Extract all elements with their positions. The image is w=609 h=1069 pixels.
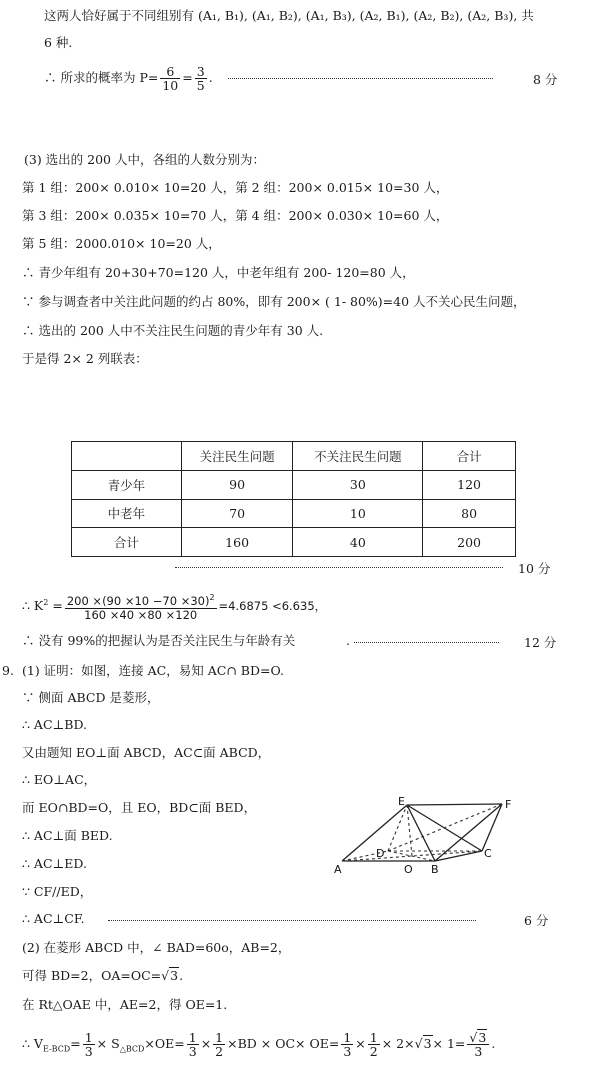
geometry-figure xyxy=(330,795,530,875)
k2-num-text: 200 ×(90 ×10 −70 ×30) xyxy=(66,594,210,609)
fraction-den: 3 xyxy=(343,1044,352,1059)
fraction xyxy=(187,1031,199,1058)
text-line: ∵ 侧面 ABCD 是菱形， xyxy=(22,690,160,705)
label-A: A xyxy=(334,863,342,875)
text-line: 6 种. xyxy=(44,35,73,50)
question-number: 9. xyxy=(2,663,14,678)
dot-leader xyxy=(354,642,499,643)
table-header-cell xyxy=(72,442,182,471)
edge-DE xyxy=(388,805,407,851)
k2-prefix: ∴ K xyxy=(22,598,44,614)
fraction-num: 1 xyxy=(84,1030,93,1045)
text-line: ∴ EO⊥AC， xyxy=(22,772,97,787)
k2-result: =4.6875 <6.635， xyxy=(218,599,327,614)
fraction-num: 1 xyxy=(215,1030,224,1045)
score-label: 12 分 xyxy=(524,635,557,650)
fraction-den: 5 xyxy=(196,78,205,93)
text-line: ∴ AC⊥ED. xyxy=(22,856,87,871)
text-span: × 2× xyxy=(381,1036,415,1051)
table-cell: 120 xyxy=(423,470,516,499)
text-line: ∴ AC⊥面 BED. xyxy=(22,828,113,843)
table-row xyxy=(72,528,516,557)
text-line: ∴ AC⊥CF. xyxy=(22,911,85,926)
label-F: F xyxy=(505,798,512,811)
table-row xyxy=(72,499,516,528)
fraction-den: 2 xyxy=(215,1044,224,1059)
fraction xyxy=(160,65,180,92)
text-span: ∴ V xyxy=(22,1036,43,1051)
fraction-den: 3 xyxy=(188,1044,197,1059)
text-line: ∴ 选出的 200 人中不关注民生问题的青少年有 30 人. xyxy=(22,323,324,338)
k2-sup: 2 xyxy=(43,598,49,607)
text-span: . xyxy=(491,1036,496,1051)
table-cell: 合计 xyxy=(72,528,182,557)
sqrt-value: 3 xyxy=(423,1036,432,1051)
text-line: 第 3 组：200× 0.035× 10=70 人，第 4 组：200× 0.030× 10=60 人， xyxy=(22,208,449,223)
table-row xyxy=(72,470,516,499)
text-line: 可得 BD=2，OA=OC=√3. xyxy=(22,968,184,983)
text-line: 第 5 组：2000.010× 10=20 人， xyxy=(22,236,221,251)
score-label: 8 分 xyxy=(533,72,558,87)
equals: = xyxy=(52,598,63,614)
text-span: . xyxy=(179,968,184,983)
subscript: E-BCD xyxy=(42,1044,71,1054)
fraction-num: √3 xyxy=(467,1031,489,1045)
text-line: ∴ 没有 99%的把握认为是否关注民生与年龄有关 xyxy=(22,633,296,648)
diagonal-BD xyxy=(388,851,435,861)
label-E: E xyxy=(398,795,405,808)
fraction-num: 3 xyxy=(196,64,205,79)
text-span: ×OE= xyxy=(144,1036,185,1051)
subscript: △BCD xyxy=(119,1044,145,1054)
label-D: D xyxy=(376,847,385,860)
text-line: ∵ 参与调查者中关注此问题的约占 80%，即有 200× ( 1- 80%)=40 人不关心民生问题， xyxy=(22,294,526,309)
text-line: . xyxy=(346,633,350,648)
text-line: 在 Rt△OAE 中，AE=2，得 OE=1. xyxy=(22,997,228,1012)
table-cell: 10 xyxy=(293,499,423,528)
table-header-cell: 合计 xyxy=(423,442,516,471)
fraction-num: 1 xyxy=(369,1030,378,1045)
volume-formula: ∴ $V_{E-BCD}=$ $\frac{1}{3}$ × $S_{\triangle BCD}\times OE=$ $\frac{1}{3}$ × $\frac{1}{2}$ ×BD × OC× OE= $\frac{1}{3}$ × $\frac{1}{2}$ × 2×√3× 1= $\frac{√3}{3}$ . xyxy=(22,1030,496,1059)
score-label: 6 分 xyxy=(524,913,549,928)
sqrt-value: 3 xyxy=(170,968,179,983)
fraction xyxy=(83,1031,95,1058)
text-span: × 1= xyxy=(432,1036,466,1051)
dot-leader xyxy=(228,78,493,79)
fraction-den: 3 xyxy=(84,1044,93,1059)
fraction xyxy=(368,1031,380,1058)
fraction-den: 160 ×40 ×80 ×120 xyxy=(84,608,198,623)
fraction-num: 6 xyxy=(160,65,180,79)
equals: = xyxy=(70,1036,81,1051)
text-line: 而 EO∩BD=O，且 EO，BD⊂面 BED， xyxy=(22,800,257,815)
prob-suffix: . xyxy=(208,70,213,85)
k2-formula xyxy=(22,585,326,624)
fraction-den: 10 xyxy=(162,78,179,93)
table-cell: 40 xyxy=(293,528,423,557)
text-line: ∵ CF//ED， xyxy=(22,884,93,899)
text-span: 可得 BD=2，OA=OC= xyxy=(22,968,162,983)
fraction-num: 1 xyxy=(188,1030,197,1045)
dot-leader xyxy=(175,567,503,568)
text-line: 于是得 2× 2 列联表： xyxy=(22,351,148,366)
edge-EF xyxy=(407,804,502,805)
fraction xyxy=(195,65,207,92)
text-line: (1) 证明：如图，连接 AC，易知 AC∩ BD=O. xyxy=(22,663,284,678)
table-cell: 70 xyxy=(181,499,293,528)
text-line: 这两人恰好属于不同组别有 (A₁, B₁), (A₁, B₂), (A₁, B₃), (A₂, B₁), (A₂, B₂), (A₂, B₃), 共 xyxy=(44,8,534,23)
fraction-den: 2 xyxy=(369,1044,378,1059)
table-cell: 青少年 xyxy=(72,470,182,499)
fraction-num: 1 xyxy=(343,1030,352,1045)
fraction xyxy=(341,1031,353,1058)
table-cell: 80 xyxy=(423,499,516,528)
table-cell: 30 xyxy=(293,470,423,499)
table-header-row xyxy=(72,442,516,471)
score-label: 10 分 xyxy=(518,561,551,576)
text-span: × xyxy=(200,1036,212,1051)
text-span: ×BD × OC× OE= xyxy=(227,1036,340,1051)
text-line: 第 1 组：200× 0.010× 10=20 人，第 2 组：200× 0.015× 10=30 人， xyxy=(22,180,449,195)
table-cell: 160 xyxy=(181,528,293,557)
table-header-cell: 不关注民生问题 xyxy=(293,442,423,471)
probability-line: ∴ 所求的概率为 P= $\frac{6}{10}$ = $\frac{3}{5}$ . xyxy=(44,64,213,93)
text-line: 又由题知 EO⊥面 ABCD，AC⊂面 ABCD， xyxy=(22,745,271,760)
table-header-cell: 关注民生问题 xyxy=(181,442,293,471)
fraction xyxy=(467,1031,489,1058)
text-line: (3) 选出的 200 人中，各组的人数分别为： xyxy=(24,152,265,167)
k2-num-sup: 2 xyxy=(209,593,215,603)
table-cell: 200 xyxy=(423,528,516,557)
label-O: O xyxy=(404,863,413,875)
fraction-den: 3 xyxy=(474,1044,483,1059)
label-B: B xyxy=(431,863,439,875)
table-cell: 90 xyxy=(181,470,293,499)
dot-leader xyxy=(108,920,476,921)
text-line: ∴ 青少年组有 20+30+70=120 人，中老年组有 200- 120=80 人， xyxy=(22,265,415,280)
sqrt-value: 3 xyxy=(478,1030,487,1045)
contingency-table xyxy=(71,441,516,557)
label-C: C xyxy=(484,847,492,860)
text-span: × xyxy=(355,1036,366,1051)
k2-fraction xyxy=(65,591,217,622)
fraction xyxy=(213,1031,225,1058)
text-line: (2) 在菱形 ABCD 中，∠ BAD=60o，AB=2， xyxy=(22,940,291,955)
fraction-num xyxy=(65,591,217,609)
prob-prefix: ∴ 所求的概率为 P= xyxy=(44,70,159,85)
table-cell: 中老年 xyxy=(72,499,182,528)
text-span: × S xyxy=(96,1036,120,1051)
edge-AE xyxy=(342,805,407,861)
text-line: ∴ AC⊥BD. xyxy=(22,717,88,732)
